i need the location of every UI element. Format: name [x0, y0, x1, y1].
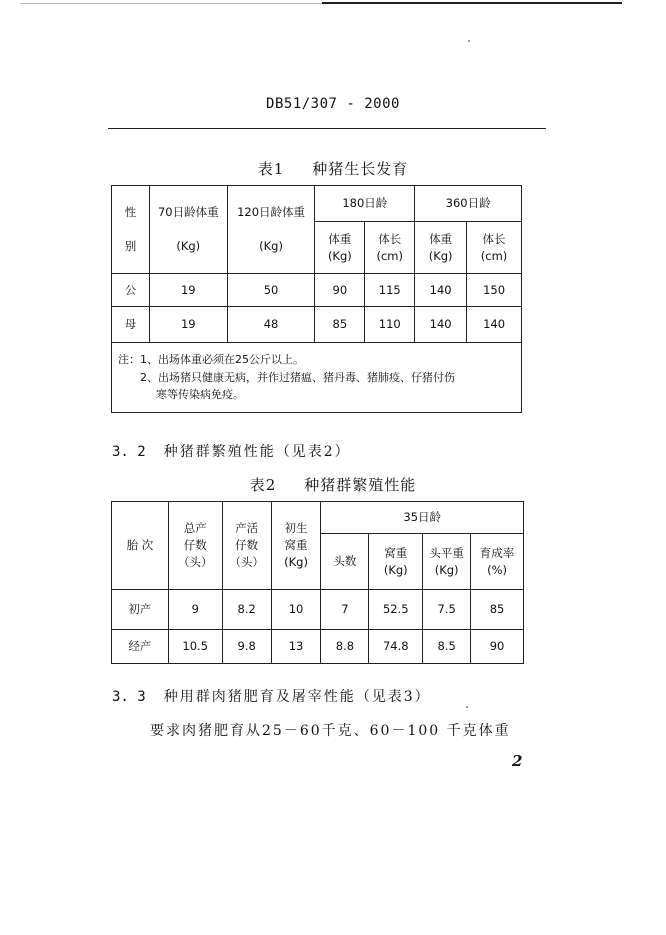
litter-weight-header	[369, 534, 423, 590]
age360-weight-header	[415, 222, 467, 274]
table-cell: 85	[471, 590, 524, 630]
age120-weight-label: 120日龄体重	[237, 205, 306, 220]
table-cell: 52.5	[369, 590, 423, 630]
age70-weight-label: 70日龄体重	[157, 205, 219, 220]
table-cell: 7	[321, 590, 369, 630]
table-cell: 110	[365, 307, 415, 343]
header-text: 窝重	[384, 545, 408, 560]
table2-caption	[0, 474, 666, 495]
table-cell: 9.8	[222, 630, 271, 664]
table1-caption-number: 表1	[257, 160, 285, 178]
header-text: 仔数	[183, 538, 207, 553]
table-cell: 140	[415, 307, 467, 343]
table-row	[112, 307, 522, 343]
table1-caption	[0, 158, 666, 179]
age70-weight-unit: (Kg)	[176, 238, 201, 253]
age120-weight-header	[227, 186, 315, 274]
scan-speck	[466, 706, 468, 708]
table-cell: 7.5	[423, 590, 471, 630]
section-3-3-heading	[112, 686, 431, 706]
table-row	[112, 630, 524, 664]
table-cell: 9	[168, 590, 222, 630]
table-cell: 140	[415, 274, 467, 307]
header-text: (Kg)	[434, 562, 459, 577]
age180-weight-header	[315, 222, 365, 274]
header-text: (%)	[487, 562, 507, 577]
birth-litter-weight-header	[271, 502, 321, 590]
table-cell: 85	[315, 307, 365, 343]
count-header: 头数	[321, 534, 369, 590]
table-row	[112, 590, 524, 630]
table-cell: 经产	[112, 630, 169, 664]
age120-weight-unit: (Kg)	[259, 238, 283, 253]
survival-rate-header	[471, 534, 524, 590]
age70-weight-header	[149, 186, 227, 274]
header-text: 窝重	[284, 538, 308, 553]
table-row	[112, 274, 522, 307]
age35-header: 35日龄	[321, 502, 524, 534]
table-cell: 母	[112, 307, 150, 343]
table-cell: 19	[149, 307, 227, 343]
document-code: DB51/307 - 2000	[266, 96, 400, 112]
section-number: 3. 2	[112, 444, 146, 460]
note-line: 寒等传染病免疫。	[156, 388, 244, 402]
table1-caption-title: 种猪生长发育	[312, 160, 409, 178]
age180-header: 180日龄	[315, 186, 415, 222]
cm-unit: (cm)	[480, 248, 508, 263]
note-line: 2、出场猪只健康无病，并作过猪瘟、猪丹毒、猪肺疫、仔猪付伤	[140, 370, 455, 384]
kg-unit: (Kg)	[327, 248, 352, 263]
age180-length-header	[365, 222, 415, 274]
table2-caption-title: 种猪群繁殖性能	[304, 476, 417, 494]
table-cell: 74.8	[369, 630, 423, 664]
scan-speck	[468, 40, 470, 42]
table-cell: 8.8	[321, 630, 369, 664]
section-title: 种猪群繁殖性能（见表2）	[163, 444, 351, 460]
header-text: (Kg)	[284, 554, 308, 569]
sex-header-top: 性	[124, 205, 137, 220]
header-text: （头）	[229, 554, 264, 569]
total-born-header	[168, 502, 222, 590]
table-cell: 公	[112, 274, 150, 307]
section-number: 3. 3	[112, 689, 146, 705]
weight-label: 体重	[429, 231, 453, 246]
body-paragraph: 要求肉猪肥育从25－60千克、60－100 千克体重	[150, 723, 511, 739]
sex-header-bottom: 别	[124, 238, 137, 253]
cm-unit: (cm)	[376, 248, 403, 263]
table-cell: 90	[315, 274, 365, 307]
table2-caption-number: 表2	[249, 476, 277, 494]
avg-weight-header	[423, 534, 471, 590]
top-border-rule	[0, 0, 666, 6]
table-cell: 13	[271, 630, 321, 664]
header-divider	[108, 128, 546, 129]
table-cell: 150	[467, 274, 522, 307]
growth-table	[111, 185, 522, 413]
length-label: 体长	[378, 231, 402, 246]
age360-length-header	[467, 222, 522, 274]
length-label: 体长	[482, 231, 506, 246]
header-text: 初生	[284, 521, 308, 536]
section-3-2-heading	[112, 441, 351, 461]
weight-label: 体重	[328, 231, 352, 246]
header-text: 育成率	[479, 545, 515, 560]
reproduction-table	[111, 501, 524, 664]
table-cell: 90	[471, 630, 524, 664]
table-cell: 8.5	[423, 630, 471, 664]
table-cell: 115	[365, 274, 415, 307]
note-line: 注：1、出场体重必须在25公斤以上。	[118, 353, 304, 367]
table-cell: 10.5	[168, 630, 222, 664]
table-cell: 19	[149, 274, 227, 307]
table1-notes	[112, 343, 522, 413]
header-text: 仔数	[235, 538, 259, 553]
page-number: 2	[512, 752, 523, 770]
header-text: （头）	[177, 554, 213, 569]
header-text: (Kg)	[383, 562, 408, 577]
parity-header: 胎 次	[112, 502, 169, 590]
table-cell: 140	[467, 307, 522, 343]
header-text: 产活	[235, 521, 259, 536]
table-cell: 50	[227, 274, 315, 307]
header-text: 总产	[183, 521, 207, 536]
table-cell: 48	[227, 307, 315, 343]
age360-header: 360日龄	[415, 186, 522, 222]
sex-header	[112, 186, 150, 274]
section-title: 种用群肉猪肥育及屠宰性能（见表3）	[163, 689, 431, 705]
header-text: 头平重	[429, 545, 464, 560]
table-cell: 8.2	[222, 590, 271, 630]
born-alive-header	[222, 502, 271, 590]
table-cell: 10	[271, 590, 321, 630]
kg-unit: (Kg)	[428, 248, 453, 263]
table-cell: 初产	[112, 590, 169, 630]
